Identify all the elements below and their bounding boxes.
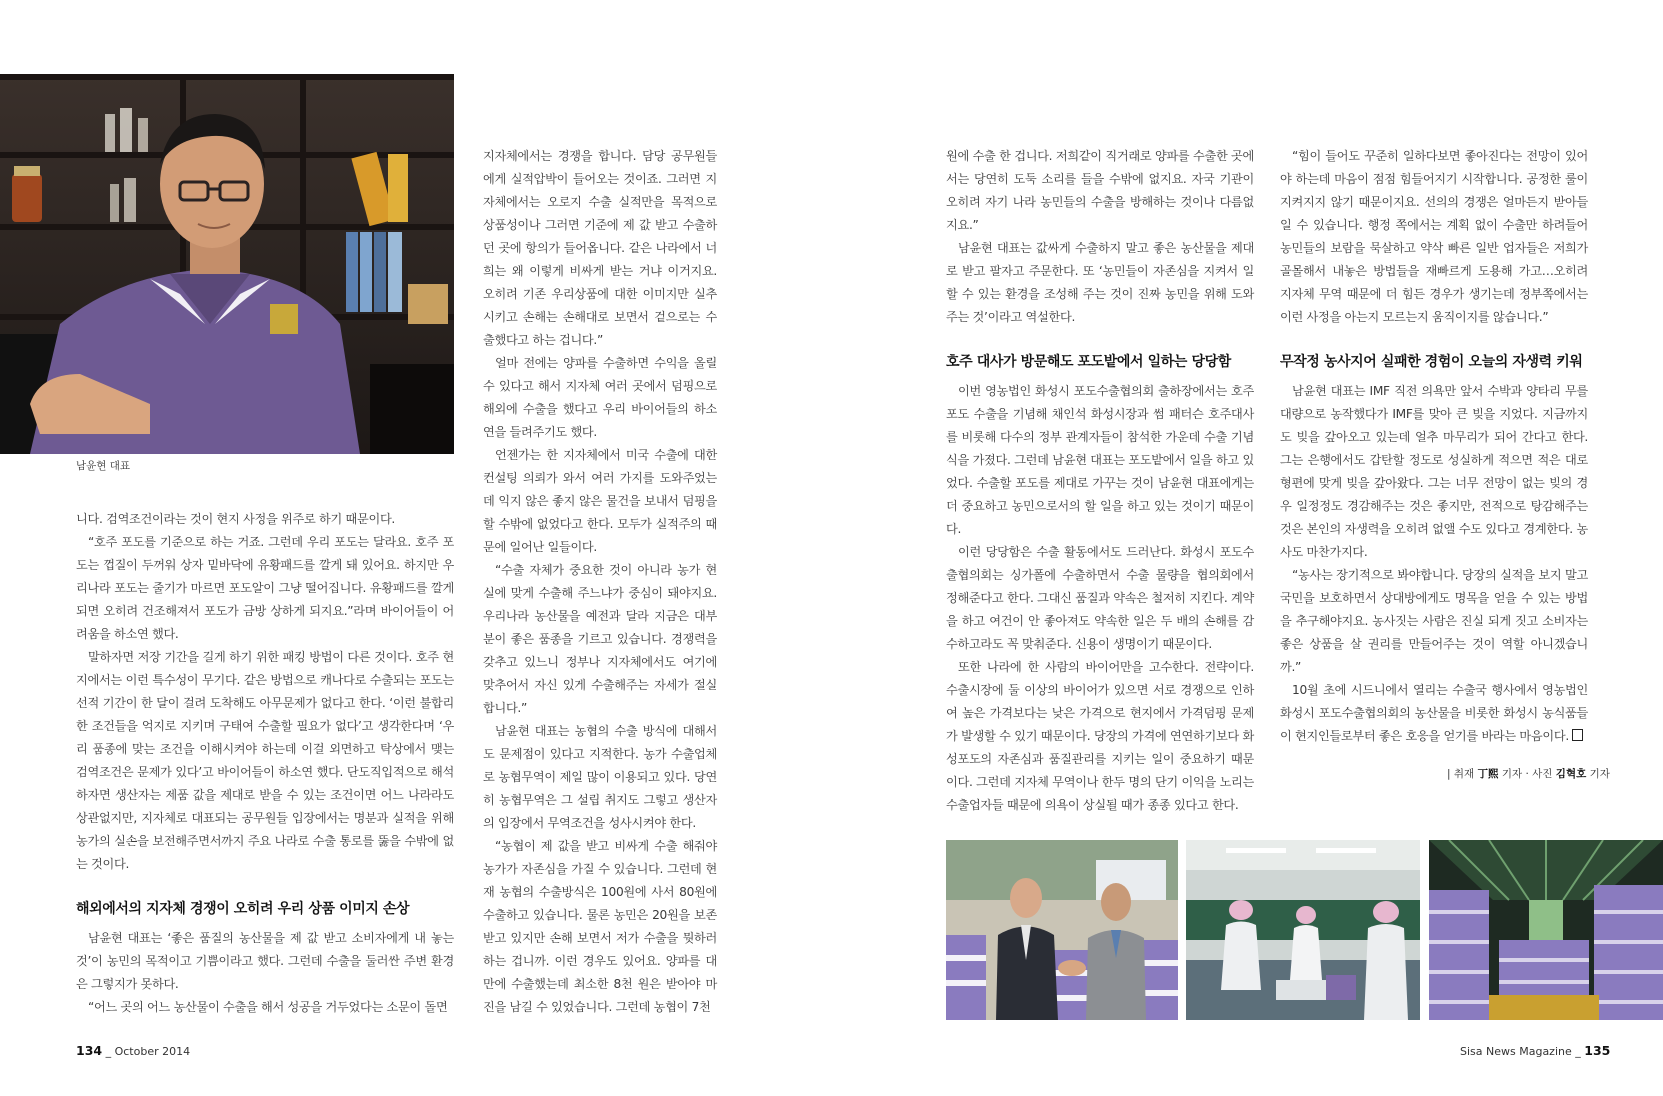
paragraph: “어느 곳의 어느 농산물이 수출을 해서 성공을 거두었다는 소문이 돌면 xyxy=(88,1000,448,1014)
paragraph: 언젠가는 한 지자체에서 미국 수출에 대한 컨설팅 의뢰가 와서 여러 가지를 도와주었는데 익지 않은 좋지 않은 물건을 보내서 덤핑을 할 수밖에 없었다고 한다. 모두가 실적주의 때문에 일어난 일들이다. xyxy=(483,448,717,554)
text-column-3 xyxy=(946,145,1254,817)
paragraph: 지자체에서는 경쟁을 합니다. 담당 공무원들에게 실적압박이 들어오는 것이죠. 그러면 지자체에서는 오로지 수출 실적만을 목적으로 상품성이나 그러면 기준에 제 값 받고 수출하던 곳에 항의가 들어옵니다. 같은 나라에서 너희는 왜 이렇게 비싸게 받는 거냐 이거지요. 오히려 기존 우리상품에 대한 이미지만 실추시키고 손해는 손해대로 보면서 겉으로는 수출했다고 하는 겁니다.” xyxy=(483,149,717,347)
paragraph-text: 10월 초에 시드니에서 열리는 수출국 행사에서 영농법인 화성시 포도수출협의회의 농산물을 비롯한 화성시 농식품들이 현지인들로부터 좋은 호응을 얻기를 바라는 마음이다. xyxy=(1280,683,1588,743)
paragraph: 남윤현 대표는 값싸게 수출하지 말고 좋은 농산물을 제대로 받고 팔자고 주문한다. 또 ‘농민들이 자존심을 지켜서 일할 수 있는 환경을 조성해 주는 것이 진짜 농민을 위해 도와주는 것’이라고 역설한다. xyxy=(946,241,1254,324)
folio-left xyxy=(76,1043,190,1058)
paragraph: 또한 나라에 한 사람의 바이어만을 고수한다. 전략이다. 수출시장에 둘 이상의 바이어가 있으면 서로 경쟁으로 인하여 높은 가격보다는 낮은 가격으로 현지에서 가격덤핑 문제가 발생할 수 있기 때문이다. 당장의 가격에 연연하기보다 화성포도의 자존심과 품질관리를 지키는 일이 중요하기 때문이다. 그런데 지자체 무역이나 한두 명의 단기 이익을 노리는 수출업자들 때문에 의욕이 상실될 때가 종종 있다고 한다. xyxy=(946,660,1254,812)
folio-right xyxy=(1460,1043,1610,1058)
credit-mid: 기자 · 사진 xyxy=(1501,768,1553,780)
packing-room-photo xyxy=(1186,840,1420,1020)
handshake-photo xyxy=(946,840,1178,1020)
photo-caption: 남윤현 대표 xyxy=(76,460,131,472)
paragraph: 남윤현 대표는 농협의 수출 방식에 대해서도 문제점이 있다고 지적한다. 농가 수출업체로 농협무역이 제일 많이 이용되고 있다. 당연히 농협무역은 그 설립 취지도 그렇고 생산자의 입장에서 무역조건을 성사시켜야 한다. xyxy=(483,724,717,830)
folio-right-text: Sisa News Magazine _ xyxy=(1460,1045,1581,1058)
text-column-2 xyxy=(483,145,717,1019)
credit-photographer: 김혁호 xyxy=(1555,768,1587,780)
paragraph: 니다. 검역조건이라는 것이 현지 사정을 위주로 하기 때문이다. xyxy=(76,512,395,526)
credit-prefix: | 취재 xyxy=(1447,768,1475,780)
text-column-1 xyxy=(76,508,454,1019)
packing-room-photo-art xyxy=(1186,840,1420,1020)
paragraph xyxy=(1280,679,1588,748)
warehouse-photo xyxy=(1429,840,1663,1020)
handshake-photo-art xyxy=(946,840,1178,1020)
paragraph: “수출 자체가 중요한 것이 아니라 농가 현실에 맞게 수출해 주느냐가 중심이 돼야지요. 우리나라 농산물을 예전과 달라 지금은 대부분이 좋은 품종을 기르고 있습니다. 경쟁력을 갖추고 있느니 정부나 지자체에서도 여기에 맞추어서 자신 있게 수출해주는 자세가 절실합니다.” xyxy=(483,563,717,715)
paragraph: 말하자면 저장 기간을 길게 하기 위한 패킹 방법이 다른 것이다. 호주 현지에서는 이런 특수성이 무기다. 같은 방법으로 캐나다로 수출되는 포도는 선적 기간이 한 달이 걸려 도착해도 아무문제가 없다고 한다. ‘이런 불합리한 조건들을 억지로 지키며 구태여 수출할 필요가 없다’고 생각한다며 ‘우리 품종에 맞는 조건을 이해시켜야 하는데 이걸 외면하고 탁상에서 맺는 검역조건은 문제가 있다’고 바이어들이 하소연 했다. 단도직입적으로 해석하자면 생산자는 제품 값을 제대로 받을 수 있는 조건이면 어느 나라라도 상관없지만, 지자체로 대표되는 공무원들 입장에서는 명분과 실적을 위해 농가의 실손을 보전해주면서까지 주요 나라로 수출 통로를 뚫을 수밖에 없는 것이다. xyxy=(76,650,454,871)
paragraph: 이번 영농법인 화성시 포도수출협의회 출하장에서는 호주 포도 수출을 기념해 채인석 화성시장과 썸 패터슨 호주대사를 비롯해 다수의 정부 관계자들이 참석한 가운데 수출 기념식을 가졌다. 그런데 남윤현 대표는 포도밭에서 일을 하고 있었다. 수출할 포도를 제대로 가꾸는 것이 남윤현 대표에게는 더 중요하고 농민으로서의 할 일을 하고 있는 것이기 때문이다. xyxy=(946,384,1254,536)
end-mark-icon xyxy=(1572,729,1583,741)
paragraph: 남윤현 대표는 ‘좋은 품질의 농산물을 제 값 받고 소비자에게 내 놓는 것’이 농민의 목적이고 기쁨이라고 했다. 그런데 수출을 둘러싼 주변 환경은 그렇지가 못하다. xyxy=(76,931,454,991)
paragraph: 남윤현 대표는 IMF 직전 의욕만 앞서 수박과 양타리 무를 대량으로 농작했다가 IMF를 맞아 큰 빚을 지었다. 지금까지도 빚을 갚아오고 있는데 얼추 마무리가 되어 간다고 한다. 그는 은행에서도 갑탄할 정도로 성실하게 적으면 적은 대로 형편에 맞게 빚을 갚아왔다. 그는 너무 전망이 없는 빚의 경우 일정정도 경감해주는 것은 좋지만, 전적으로 탕감해주는 것은 본인의 자생력을 오히려 없앨 수도 있다고 경계한다. 농사도 마찬가지다. xyxy=(1280,384,1588,559)
portrait-photo-art xyxy=(0,74,454,454)
portrait-photo xyxy=(0,74,454,454)
paragraph: 원에 수출 한 겁니다. 저희같이 직거래로 양파를 수출한 곳에서는 당연히 도둑 소리를 들을 수밖에 없지요. 자국 기관이 오히려 자기 나라 농민들의 수출을 방해하는 것이나 다름없지요.” xyxy=(946,149,1254,232)
credit-suffix: 기자 xyxy=(1589,768,1610,780)
paragraph: 얼마 전에는 양파를 수출하면 수익을 올릴 수 있다고 해서 지자체 여러 곳에서 덤핑으로 해외에 수출을 했다고 우리 바이어들의 하소연을 들려주기도 했다. xyxy=(483,356,717,439)
section-heading: 호주 대사가 방문해도 포도밭에서 일하는 당당함 xyxy=(946,354,1231,370)
text-column-4 xyxy=(1280,145,1588,748)
credit-line xyxy=(1447,766,1610,781)
page-number-right: 135 xyxy=(1584,1043,1611,1058)
credit-reporter: 丁熙 xyxy=(1477,768,1499,780)
warehouse-photo-art xyxy=(1429,840,1663,1020)
paragraph: “호주 포도를 기준으로 하는 거죠. 그런데 우리 포도는 달라요. 호주 포도는 껍질이 두꺼워 상자 밑바닥에 유황패드를 깔게 돼 있어요. 하지만 우리나라 포도는 줄기가 마르면 포도알이 그냥 떨어집니다. 유황패드를 깔게 되면 오히려 건조해져서 포도가 금방 상하게 되지요.”라며 바이어들이 어려움을 하소연 했다. xyxy=(76,535,454,641)
paragraph: 이런 당당함은 수출 활동에서도 드러난다. 화성시 포도수출협의회는 싱가폴에 수출하면서 수출 물량을 협의회에서 정해준다고 한다. 그대신 품질과 약속은 철저히 지킨다. 계약을 하고 여건이 안 좋아져도 약속한 일은 두 배의 손해를 감수하고라도 꼭 맞춰준다. 신용이 생명이기 때문이다. xyxy=(946,545,1254,651)
section-heading: 무작정 농사지어 실패한 경험이 오늘의 자생력 키워 xyxy=(1280,354,1583,370)
paragraph: “농협이 제 값을 받고 비싸게 수출 해줘야 농가가 자존심을 가질 수 있습니다. 그런데 현재 농협의 수출방식은 100원에 사서 80원에 수출하고 있습니다. 물론 농민은 20원을 보존받고 있지만 손해 보면서 저가 수출을 뭣하러 하는 겁니까. 이런 경우도 있어요. 양파를 대만에 수출했는데 최소한 8천 원은 받아야 마진을 남길 수 있었습니다. 그런데 농협이 7천 xyxy=(483,839,717,1014)
folio-left-text: _ October 2014 xyxy=(105,1045,191,1058)
section-heading: 해외에서의 지자체 경쟁이 오히려 우리 상품 이미지 손상 xyxy=(76,901,410,917)
page-number-left: 134 xyxy=(76,1043,103,1058)
paragraph: “힘이 들어도 꾸준히 일하다보면 좋아진다는 전망이 있어야 하는데 마음이 점점 힘들어지기 시작합니다. 공정한 룰이 지켜지지 않기 때문이지요. 선의의 경쟁은 얼마든지 받아들일 수 있습니다. 행정 쪽에서는 계획 없이 수출만 하려들어 농민들의 보람을 묵살하고 약삭 빠른 일반 업자들은 저희가 골몰해서 내놓은 방법들을 재빠르게 도용해 가고…오히려 지자체 무역 때문에 더 힘든 경우가 생기는데 정부쪽에서는 이런 사정을 아는지 모르는지 움직이지를 않습니다.” xyxy=(1280,149,1588,324)
paragraph: “농사는 장기적으로 봐야합니다. 당장의 실적을 보지 말고 국민을 보호하면서 상대방에게도 명목을 얻을 수 있는 방법을 추구해야지요. 농사짓는 사람은 진실 되게 짓고 소비자는 좋은 상품을 살 권리를 만들어주는 것이 역할 아니겠습니까.” xyxy=(1280,568,1588,674)
